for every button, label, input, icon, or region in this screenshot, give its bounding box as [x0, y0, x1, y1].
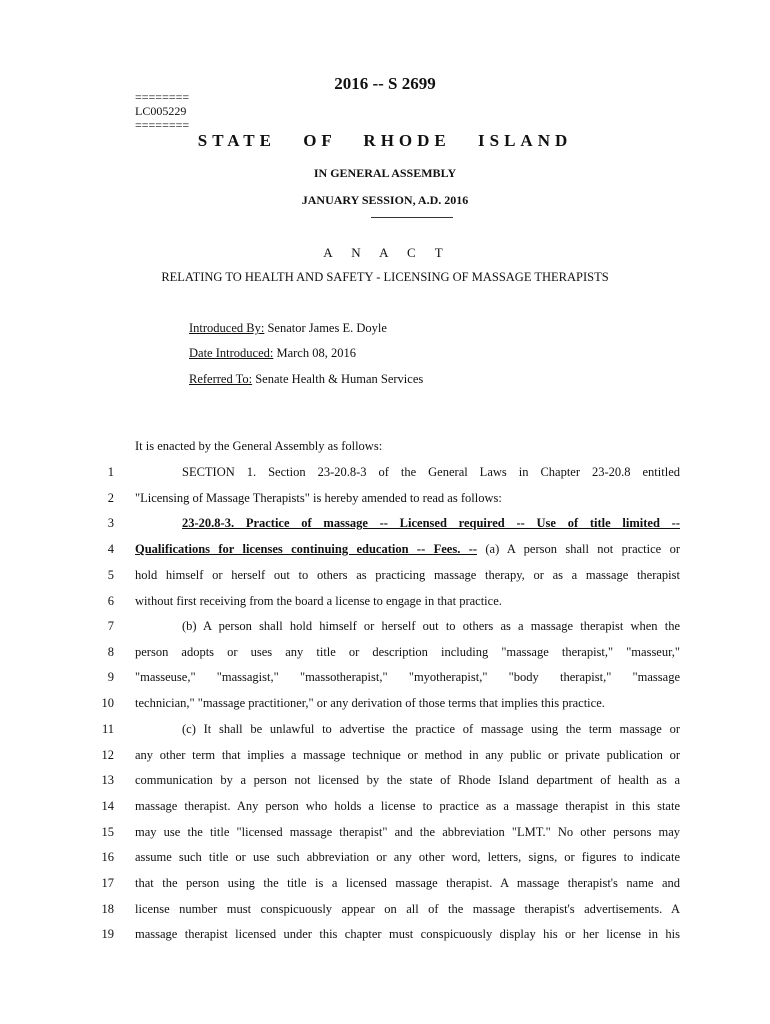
- line-text: license number must conspicuously appear on all of the massage therapist's advertisements. A: [135, 902, 680, 916]
- bill-line: [0, 516, 770, 534]
- line-text: [135, 542, 680, 557]
- bill-line: [0, 825, 770, 843]
- introduced-by-label: Introduced By:: [189, 321, 265, 335]
- line-number: 16: [101, 850, 114, 864]
- date-introduced-value: March 08, 2016: [273, 346, 356, 360]
- line-text: (c) It shall be unlawful to advertise the practice of massage using the term massage or: [182, 722, 680, 736]
- line-text: "masseuse," "massagist," "massotherapist," "myotherapist," "body therapist," "massage: [135, 670, 680, 684]
- line-text: communication by a person not licensed by the state of Rhode Island department of health as a: [135, 773, 680, 787]
- bill-line: [0, 491, 770, 509]
- line-text: hold himself or herself out to others as practicing massage therapy, or as a massage therapist: [135, 568, 680, 582]
- line-number: 18: [101, 902, 114, 916]
- line-number: 1: [107, 465, 114, 479]
- state-title: STATE OF RHODE ISLAND: [197, 131, 573, 150]
- bill-line: [0, 773, 770, 791]
- line-number: 8: [107, 645, 114, 659]
- referred-to-label: Referred To:: [189, 372, 253, 386]
- line-number: 13: [101, 773, 114, 787]
- bill-line: [0, 799, 770, 817]
- bill-line: [0, 645, 770, 663]
- bill-line: [0, 568, 770, 586]
- line-text: without first receiving from the board a license to engage in that practice.: [135, 594, 502, 608]
- line-number: 4: [107, 542, 114, 556]
- line-number: 7: [107, 619, 114, 633]
- bill-line: [0, 670, 770, 688]
- line-text: person adopts or uses any title or description including "massage therapist," "masseur,": [135, 645, 680, 659]
- line-text: massage therapist licensed under this chapter must conspicuously display his or her license in his: [135, 927, 680, 941]
- line-number: 14: [101, 799, 114, 813]
- line-text: that the person using the title is a licensed massage therapist. A massage therapist's name and: [135, 876, 680, 890]
- line-number: 6: [107, 594, 114, 608]
- line-number: 19: [101, 927, 114, 941]
- line-number: 15: [101, 825, 114, 839]
- line-number: 3: [107, 516, 114, 530]
- session-heading: JANUARY SESSION, A.D. 2016: [301, 193, 469, 207]
- line-text: technician," "massage practitioner," or any derivation of those terms that implies this practice.: [135, 696, 605, 710]
- lc-code-block: [135, 90, 189, 132]
- line-text: (b) A person shall hold himself or herself out to others as a massage therapist when the: [182, 619, 680, 633]
- line-number: 12: [101, 748, 114, 762]
- heading-divider: [371, 217, 453, 218]
- line-number: 9: [107, 670, 114, 684]
- bill-number: 2016 -- S 2699: [334, 74, 436, 93]
- line-text-rest: (a) A person shall not practice or: [477, 542, 680, 556]
- line-number: 11: [101, 722, 114, 736]
- bill-line: [0, 722, 770, 740]
- section-heading: 23-20.8-3. Practice of massage -- Licensed required -- Use of title limited --: [182, 516, 680, 530]
- referred-to: [189, 372, 423, 387]
- line-number: 17: [101, 876, 114, 890]
- bill-line: [0, 748, 770, 766]
- bill-line: [0, 927, 770, 945]
- bill-line: [0, 902, 770, 920]
- line-text: "Licensing of Massage Therapists" is hereby amended to read as follows:: [135, 491, 502, 505]
- bill-line: [0, 594, 770, 612]
- bill-line: [0, 850, 770, 868]
- line-text: massage therapist. Any person who holds a license to practice as a massage therapist in this state: [135, 799, 680, 813]
- line-text: assume such title or use such abbreviation or any other word, letters, signs, or figures to indicate: [135, 850, 680, 864]
- date-introduced: [189, 346, 356, 361]
- act-title: RELATING TO HEALTH AND SAFETY - LICENSING OF MASSAGE THERAPISTS: [161, 270, 609, 284]
- referred-to-value: Senate Health & Human Services: [252, 372, 424, 386]
- line-text: any other term that implies a massage technique or method in any public or private publication or: [135, 748, 680, 762]
- lc-rule-bottom: ========: [135, 118, 190, 132]
- line-number: 10: [101, 696, 114, 710]
- lc-rule-top: ========: [135, 90, 190, 104]
- assembly-heading: IN GENERAL ASSEMBLY: [313, 166, 457, 180]
- act-label: A N A C T: [323, 245, 447, 260]
- bill-line: [0, 696, 770, 714]
- line-number: 2: [107, 491, 114, 505]
- section-heading-continued: Qualifications for licenses continuing education -- Fees. --: [135, 542, 478, 556]
- line-number: 5: [107, 568, 114, 582]
- bill-line: [0, 619, 770, 637]
- line-text: SECTION 1. Section 23-20.8-3 of the General Laws in Chapter 23-20.8 entitled: [182, 465, 680, 479]
- bill-line: [0, 465, 770, 483]
- introduced-by-value: Senator James E. Doyle: [264, 321, 387, 335]
- introduced-by: [189, 321, 387, 336]
- enacting-clause: It is enacted by the General Assembly as follows:: [135, 439, 383, 453]
- lc-code: LC005229: [135, 104, 187, 118]
- date-introduced-label: Date Introduced:: [189, 346, 274, 360]
- bill-line: [0, 876, 770, 894]
- line-text: may use the title "licensed massage therapist" and the abbreviation "LMT." No other persons may: [135, 825, 680, 839]
- bill-line: [0, 542, 770, 560]
